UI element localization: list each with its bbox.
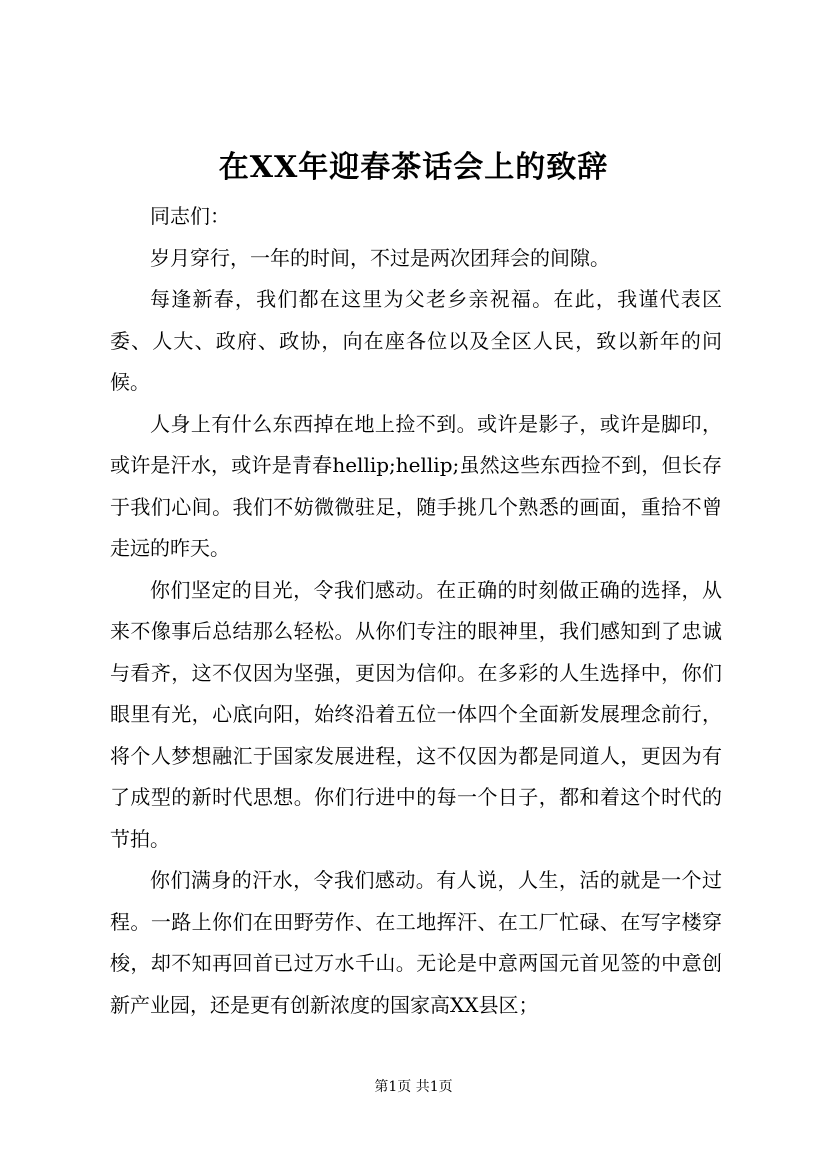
document-body — [110, 196, 722, 1026]
document-title: 在XX年迎春茶话会上的致辞 — [218, 150, 609, 185]
body-paragraph: 你们坚定的目光，令我们感动。在正确的时刻做正确的选择，从来不像事后总结那么轻松。从你们专注的眼神里，我们感知到了忠诚与看齐，这不仅因为坚强，更因为信仰。在多彩的人生选择中，你们眼里有光，心底向阳，始终沿着五位一体四个全面新发展理念前行，将个人梦想融汇于国家发展进程，这不仅因为都是同道人，更因为有了成型的新时代思想。你们行进中的每一个日子，都和着这个时代的节拍。 — [110, 577, 722, 851]
page-number-footer: 第1页 共1页 — [374, 1079, 453, 1095]
body-paragraph: 岁月穿行，一年的时间，不过是两次团拜会的间隙。 — [150, 245, 610, 270]
salutation-paragraph: 同志们： — [150, 204, 230, 228]
body-paragraph: 你们满身的汗水，令我们感动。有人说，人生，活的就是一个过程。一路上你们在田野劳作、在工地挥汗、在工厂忙碌、在写字楼穿梭，却不知再回首已过万水千山。无论是中意两国元首见签的中意创新产业园，还是更有创新浓度的国家高XX县区； — [110, 868, 722, 1017]
body-paragraph: 每逢新春，我们都在这里为父老乡亲祝福。在此，我谨代表区委、人大、政府、政协，向在座各位以及全区人民，致以新年的问候。 — [110, 287, 722, 394]
body-paragraph: 人身上有什么东西掉在地上捡不到。或许是影子，或许是脚印，或许是汗水，或许是青春hellip;hellip;虽然这些东西捡不到，但长存于我们心间。我们不妨微微驻足，随手挑几个熟悉的画面，重拾不曾走远的昨天。 — [110, 411, 722, 560]
